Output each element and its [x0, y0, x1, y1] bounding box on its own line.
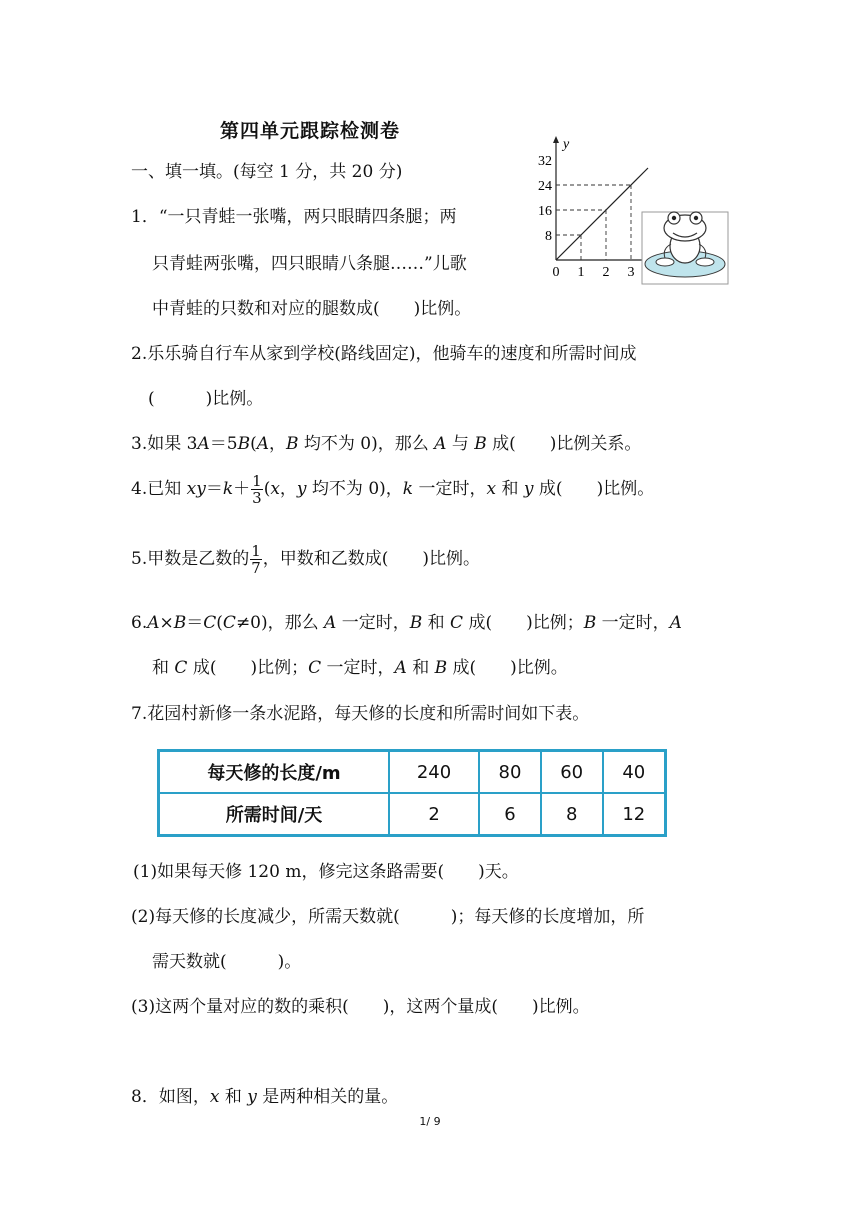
road-data-table: [157, 749, 667, 837]
question-7-part-3: (3)这两个量对应的数的乘积( )，这两个量成( )比例。: [131, 997, 590, 1017]
linear-graph: [525, 130, 735, 290]
table-header-length: 每天修的长度/m: [159, 751, 390, 794]
fraction-one-seventh: $\frac{1}{7}$: [251, 542, 261, 577]
question-8: 8．如图，x 和 y 是两种相关的量。: [131, 1087, 399, 1107]
table-cell: 8: [541, 793, 603, 836]
x-tick-3: 3: [627, 265, 635, 280]
question-3: 3.如果 3A＝5B(A，B 均不为 0)，那么 A 与 B 成( )比例关系。: [131, 434, 642, 454]
question-6-line-2: 和 C 成( )比例；C 一定时，A 和 B 成( )比例。: [152, 658, 568, 678]
question-1-line-2: 只青蛙两张嘴，四只眼睛八条腿……”儿歌: [152, 254, 467, 274]
frog-illustration: [642, 212, 728, 284]
y-tick-16: 16: [538, 204, 552, 219]
table-cell: 6: [479, 793, 541, 836]
fraction-one-third: $\frac{1}{3}$: [252, 472, 262, 507]
graph-line: [556, 168, 648, 260]
question-7-part-2-line-1: (2)每天修的长度减少，所需天数就( )；每天修的长度增加，所: [131, 907, 645, 927]
question-5: 5.甲数是乙数的 $\frac{1}{7}$ ，甲数和乙数成( )比例。: [131, 542, 481, 577]
question-1-line-3: 中青蛙的只数和对应的腿数成( )比例。: [152, 299, 472, 319]
question-1-line-1: 1．“一只青蛙一张嘴，两只眼睛四条腿；两: [131, 207, 457, 227]
y-tick-32: 32: [538, 154, 552, 169]
question-6-line-1: 6.A×B＝C(C≠0)，那么 A 一定时，B 和 C 成( )比例；B 一定时，A: [131, 613, 682, 633]
question-7-part-2-line-2: 需天数就( )。: [152, 952, 302, 972]
y-tick-labels: [538, 154, 552, 244]
table-cell: 60: [541, 751, 603, 794]
y-axis-arrow: [553, 136, 559, 143]
question-2-line-1: 2.乐乐骑自行车从家到学校(路线固定)，他骑车的速度和所需时间成: [131, 344, 637, 364]
question-7-part-1: (1)如果每天修 120 m，修完这条路需要( )天。: [133, 862, 519, 882]
page-number: 1/ 9: [419, 1115, 441, 1128]
question-4: 4.已知 xy＝k＋ $\frac{1}{3}$ (x，y 均不为 0)，k 一定时，x 和 y 成( )比例。: [131, 472, 655, 507]
table-cell: 2: [389, 793, 479, 836]
question-2-line-2: ( )比例。: [148, 389, 264, 409]
table-row: [159, 793, 666, 836]
page-title: 第四单元跟踪检测卷: [220, 120, 401, 142]
y-axis-label: y: [563, 137, 570, 152]
table-cell: 80: [479, 751, 541, 794]
x-tick-0: 0: [552, 265, 560, 280]
y-tick-8: 8: [545, 229, 552, 244]
table-cell: 40: [603, 751, 666, 794]
table-cell: 12: [603, 793, 666, 836]
section-heading: 一、填一填。(每空 1 分，共 20 分): [131, 162, 403, 182]
table-header-time: 所需时间/天: [159, 793, 390, 836]
x-tick-2: 2: [602, 265, 610, 280]
x-tick-1: 1: [577, 265, 585, 280]
y-tick-24: 24: [538, 179, 552, 194]
table-cell: 240: [389, 751, 479, 794]
question-7-intro: 7.花园村新修一条水泥路，每天修的长度和所需时间如下表。: [131, 704, 590, 724]
table-row: [159, 751, 666, 794]
